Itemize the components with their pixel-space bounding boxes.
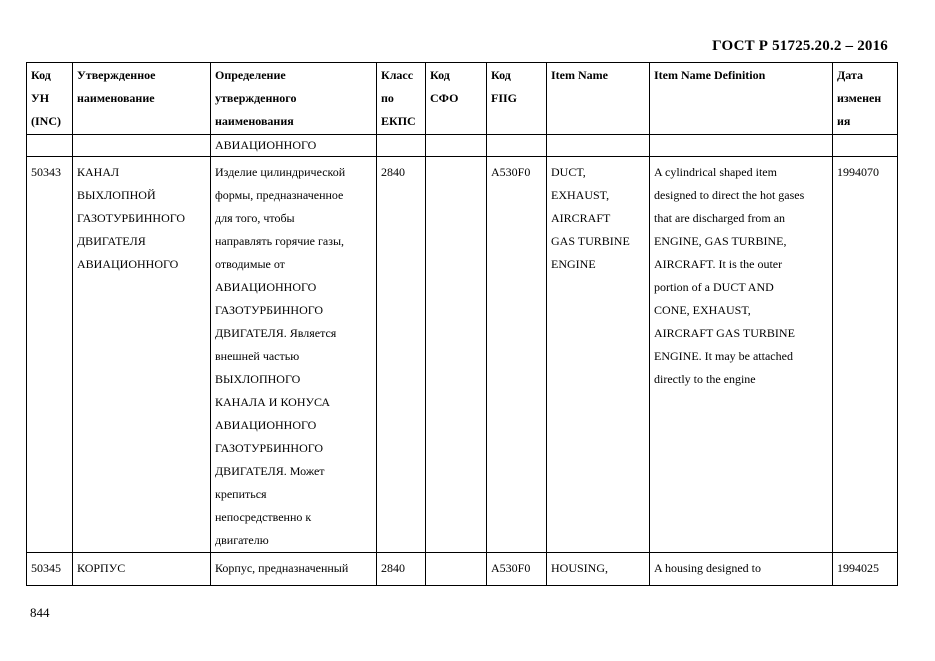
inc-code-cell: 50343 xyxy=(27,157,73,553)
fiig-code-cell: A530F0 xyxy=(487,157,547,553)
items-table xyxy=(26,62,898,586)
table-cell xyxy=(547,135,650,157)
header-item-name-definition: Item Name Definition xyxy=(650,63,833,135)
definition-cell: Корпус, предназначенный xyxy=(211,553,377,586)
table-cell xyxy=(73,135,211,157)
approved-name-cell: КАНАЛ ВЫХЛОПНОЙ ГАЗОТУРБИННОГО ДВИГАТЕЛЯ АВИАЦИОННОГО xyxy=(73,157,211,553)
header-change-date: Дата изменен ия xyxy=(833,63,898,135)
table-row xyxy=(27,553,898,586)
header-inc-code: Код УН (INC) xyxy=(27,63,73,135)
document-standard-title: ГОСТ Р 51725.20.2 – 2016 xyxy=(712,38,888,54)
header-sfo-code: Код СФО xyxy=(426,63,487,135)
item-name-definition-cell: A housing designed to xyxy=(650,553,833,586)
item-name-definition-cell: A cylindrical shaped item designed to direct the hot gases that are discharged from an ENGINE, GAS TURBINE, AIRCRAFT. It is the outer portion of a DUCT AND CONE, EXHAUST, AIRCRAFT GAS TURBINE ENGINE. It may be attached directly to the engine xyxy=(650,157,833,553)
header-fiig-code: Код FIIG xyxy=(487,63,547,135)
table-cell xyxy=(426,135,487,157)
table-cell xyxy=(487,135,547,157)
definition-cell: Изделие цилиндрической формы, предназначенное для того, чтобы направлять горячие газы, отводимые от АВИАЦИОННОГО ГАЗОТУРБИННОГО ДВИГАТЕЛЯ. Является внешней частью ВЫХЛОПНОГО КАНАЛА И КОНУСА АВИАЦИОННОГО ГАЗОТУРБИННОГО ДВИГАТЕЛЯ. Может крепиться непосредственно к двигателю xyxy=(211,157,377,553)
header-class-ekps: Класс по ЕКПС xyxy=(377,63,426,135)
continuation-row xyxy=(27,135,898,157)
change-date-cell: 1994025 xyxy=(833,553,898,586)
table-row xyxy=(27,157,898,553)
table-header-row xyxy=(27,63,898,135)
item-name-cell: DUCT, EXHAUST, AIRCRAFT GAS TURBINE ENGINE xyxy=(547,157,650,553)
approved-name-cell: КОРПУС xyxy=(73,553,211,586)
table-cell xyxy=(833,135,898,157)
inc-code-cell: 50345 xyxy=(27,553,73,586)
header-definition: Определение утвержденного наименования xyxy=(211,63,377,135)
sfo-code-cell xyxy=(426,553,487,586)
header-item-name: Item Name xyxy=(547,63,650,135)
table-cell xyxy=(27,135,73,157)
table-cell xyxy=(377,135,426,157)
class-ekps-cell: 2840 xyxy=(377,157,426,553)
change-date-cell: 1994070 xyxy=(833,157,898,553)
header-approved-name: Утвержденное наименование xyxy=(73,63,211,135)
table-cell xyxy=(650,135,833,157)
class-ekps-cell: 2840 xyxy=(377,553,426,586)
sfo-code-cell xyxy=(426,157,487,553)
item-name-cell: HOUSING, xyxy=(547,553,650,586)
page-number: 844 xyxy=(30,605,50,620)
table-cell: АВИАЦИОННОГО xyxy=(211,135,377,157)
fiig-code-cell: A530F0 xyxy=(487,553,547,586)
